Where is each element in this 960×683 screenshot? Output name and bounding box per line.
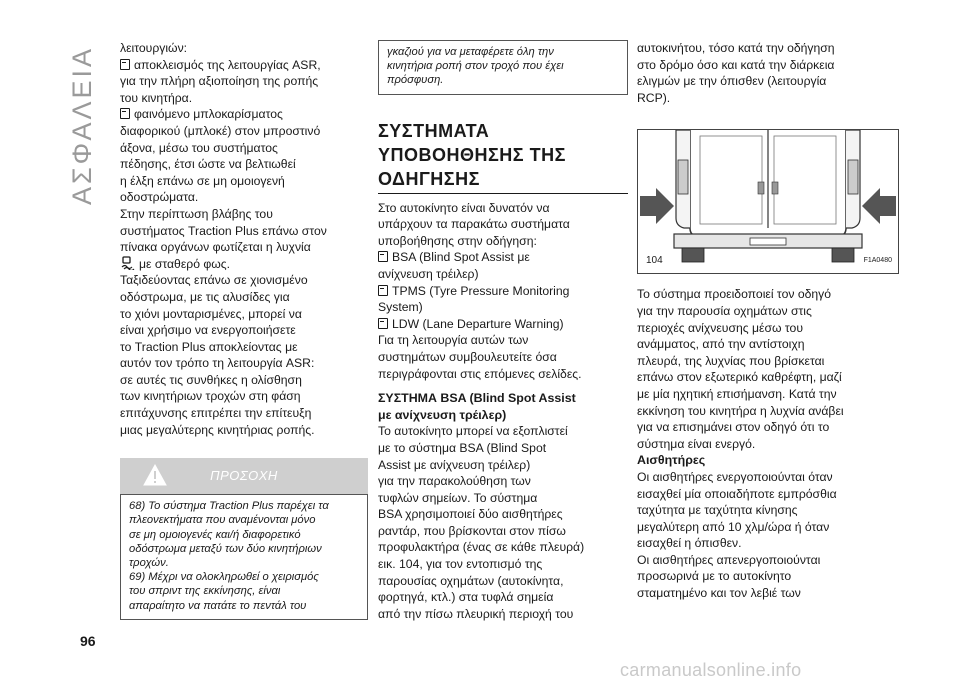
figure-number: 104 <box>646 254 663 266</box>
text-line: επάνω στον εξωτερικό καθρέφτη, μαζί <box>637 370 842 385</box>
warning-line: σε μη ομοιογενές και/ή διαφορετικό <box>129 528 301 541</box>
section-title-line: ΟΔΗΓΗΣΗΣ <box>378 168 480 189</box>
text-line: των κινητήριων τροχών στη φάση <box>120 389 301 404</box>
text-line: Οι αισθητήρες ενεργοποιούνται όταν <box>637 469 833 484</box>
warning-line: τροχών. <box>129 557 169 570</box>
text-line: πέδησης, έτσι ώστε να βελτιωθεί <box>120 157 296 172</box>
bullet-item: αποκλεισμός της λειτουργίας ASR, <box>120 57 368 74</box>
warning-line: πρόσφυση. <box>387 74 444 87</box>
text-line: λειτουργιών: <box>120 41 188 55</box>
column-3 <box>637 40 899 602</box>
text-line: για την παρακολούθηση των <box>378 474 531 489</box>
text-line: οδόστρωμα, με τις αλυσίδες για <box>120 289 290 304</box>
text-line: περιοχές ανίχνευσης μέσω του <box>637 320 803 335</box>
text-line: για να επισημάνει στον οδηγό ότι το <box>637 420 830 435</box>
warning-triangle-icon <box>142 463 168 487</box>
subtitle-line: ΣΥΣΤΗΜΑ BSA (Blind Spot Assist <box>378 391 576 406</box>
warning-line: πλεονεκτήματα που αναμένονται μόνο <box>129 514 316 527</box>
text-line: Για τη λειτουργία αυτών των <box>378 333 529 348</box>
text-line: προσωρινά με το αυτοκίνητο <box>637 569 792 584</box>
subtitle-line: με ανίχνευση τρέιλερ) <box>378 407 507 422</box>
text-line: ραντάρ, που βρίσκονται στον πίσω <box>378 523 566 538</box>
text-line: μεγαλύτερη από 10 χλμ/ώρα ή όταν <box>637 519 830 534</box>
text-line: συστημάτων συμβουλευτείτε όσα <box>378 349 557 364</box>
section-side-title <box>58 40 108 210</box>
text-line: υποβοήθησης στην οδήγηση: <box>378 233 537 248</box>
text-line: Το σύστημα προειδοποιεί τον οδηγό <box>637 287 832 302</box>
warning-line: 69) Μέχρι να ολοκληρωθεί ο χειρισμός <box>129 571 319 584</box>
column-2 <box>378 40 628 622</box>
warning-line: του σπριντ της εκκίνησης, είναι <box>129 585 281 598</box>
text-line: Ταξιδεύοντας επάνω σε χιονισμένο <box>120 273 308 288</box>
sensors-subtitle: Αισθητήρες <box>637 453 706 468</box>
lamp-text: με σταθερό φως. <box>139 256 231 271</box>
traction-warning-lamp-icon <box>120 256 136 270</box>
warning-line: γκαζιού για να μεταφέρετε όλη την <box>387 46 554 58</box>
text-line: υπάρχουν τα παρακάτω συστήματα <box>378 217 570 232</box>
van-rear-illustration <box>638 130 898 273</box>
warning-line: 68) Το σύστημα Traction Plus παρέχει τα <box>129 500 329 513</box>
text-line: RCP). <box>637 90 671 105</box>
bullet-item: φαινόμενο μπλοκαρίσματος <box>120 106 368 123</box>
warning-banner <box>120 458 368 494</box>
side-title-text: ΑΣΦΑΛΕΙΑ <box>67 45 98 205</box>
text-line: διαφορικού (μπλοκέ) στον μπροστινό <box>120 123 321 138</box>
text-line: το Traction Plus αποκλείοντας με <box>120 339 298 354</box>
text-line: για την πλήρη αξιοποίηση της ροπής <box>120 74 319 89</box>
text-line: η έλξη επάνω σε μη ομοιογενή <box>120 173 285 188</box>
section-title-line: ΥΠΟΒΟΗΘΗΣΗΣ ΤΗΣ <box>378 144 566 165</box>
warning-box <box>120 494 368 620</box>
text-line: σε αυτές τις συνθήκες η ολίσθηση <box>120 372 302 387</box>
text-line: εκκίνηση του κινητήρα η λυχνία ανάβει <box>637 403 844 418</box>
warning-title: ΠΡΟΣΟΧΗ <box>210 467 278 483</box>
section-title-line: ΣΥΣΤΗΜΑΤΑ <box>378 120 490 141</box>
figure-description <box>637 286 899 452</box>
text-line: πλευρά, της λυχνίας που βρίσκεται <box>637 353 825 368</box>
warning-line: κινητήρια ροπή στον τροχό που έχει <box>387 60 564 73</box>
warning-line: οδόστρωμα μεταξύ των δύο κινητήριων <box>129 542 322 555</box>
text-line: αυτόν τον τρόπο τη λειτουργία ASR: <box>120 356 315 371</box>
text-line: άξονα, μέσω του συστήματος <box>120 140 278 155</box>
text-line: συστήματος Traction Plus επάνω στον <box>120 223 327 238</box>
text-line: επιτάχυνσης επιτρέπει την επίτευξη <box>120 406 312 421</box>
text-line: προφυλακτήρα (ένας σε κάθε πλευρά) <box>378 540 585 555</box>
bullet-item: TPMS (Tyre Pressure Monitoring <box>378 283 628 300</box>
text-line: System) <box>378 300 423 315</box>
text-line: εισαχθεί η όπισθεν. <box>637 536 742 551</box>
text-line: το χιόνι μονταρισμένες, μπορεί να <box>120 306 302 321</box>
text-line: εισαχθεί μία οποιαδήποτε εμπρόσθια <box>637 486 837 501</box>
text-line: περιγράφονται στις επόμενες σελίδες. <box>378 366 582 381</box>
text-line: σύστημα είναι ενεργό. <box>637 436 756 451</box>
text-line: αυτοκινήτου, τόσο κατά την οδήγηση <box>637 41 835 55</box>
column-1 <box>120 40 368 620</box>
text-line: μιας μεγαλύτερης κινητήριας ροπής. <box>120 422 315 437</box>
text-line: εικ. 104, για τον εντοπισμό της <box>378 557 543 572</box>
text-line: ανάμματος, από την αντίστοιχη <box>637 337 805 352</box>
text-line: Στην περίπτωση βλάβης του <box>120 206 273 221</box>
text-line: Assist με ανίχνευση τρέιλερ) <box>378 457 531 472</box>
text-line: πίνακα οργάνων φωτίζεται η λυχνία <box>120 240 311 255</box>
text-line: τυφλών σημείων. Το σύστημα <box>378 490 538 505</box>
text-line: με το σύστημα BSA (Blind Spot <box>378 440 547 455</box>
text-line: οδοστρώματα. <box>120 190 199 205</box>
figure-code: F1A0480 <box>863 256 892 264</box>
warning-continuation-box <box>378 40 628 95</box>
text-line: από την πίσω πλευρική περιοχή του <box>378 606 574 621</box>
bullet-item: LDW (Lane Departure Warning) <box>378 316 628 333</box>
text-line: BSA χρησιμοποιεί δύο αισθητήρες <box>378 507 563 522</box>
warning-line: απαραίτητο να πατάτε το πεντάλ του <box>129 599 307 612</box>
text-line: σταματημένο και τον λεβιέ των <box>637 586 801 601</box>
text-line: του κινητήρα. <box>120 90 193 105</box>
text-line: φορτηγά, κτλ.) στα τυφλά σημεία <box>378 590 554 605</box>
text-line: Το αυτοκίνητο μπορεί να εξοπλιστεί <box>378 424 568 439</box>
bsa-subtitle <box>378 390 628 423</box>
text-line-with-lamp <box>120 256 368 273</box>
section-title <box>378 119 628 194</box>
text-line: παρουσίας οχημάτων (αυτοκίνητα, <box>378 573 564 588</box>
text-line: στο δρόμο όσο και κατά την διάρκεια <box>637 57 835 72</box>
left-sensor-arrow-icon <box>640 188 674 224</box>
bullet-item: BSA (Blind Spot Assist με <box>378 249 628 266</box>
text-line: ταχύτητα με ταχύτητα κίνησης <box>637 503 798 518</box>
text-line: ελιγμών με την όπισθεν (λειτουργία <box>637 74 827 89</box>
watermark: carmanualsonline.info <box>620 660 802 680</box>
right-sensor-arrow-icon <box>862 188 896 224</box>
text-line: με μία ηχητική επισήμανση. Κατά την <box>637 386 837 401</box>
text-line: είναι χρήσιμο να ενεργοποιήσετε <box>120 323 296 338</box>
text-line: για την παρουσία οχημάτων στις <box>637 303 812 318</box>
figure-104 <box>637 129 899 274</box>
page-number: 96 <box>80 633 96 649</box>
text-line: ανίχνευση τρέιλερ) <box>378 266 479 281</box>
text-line: Οι αισθητήρες απενεργοποιούνται <box>637 552 821 567</box>
text-line: Στο αυτοκίνητο είναι δυνατόν να <box>378 200 550 215</box>
